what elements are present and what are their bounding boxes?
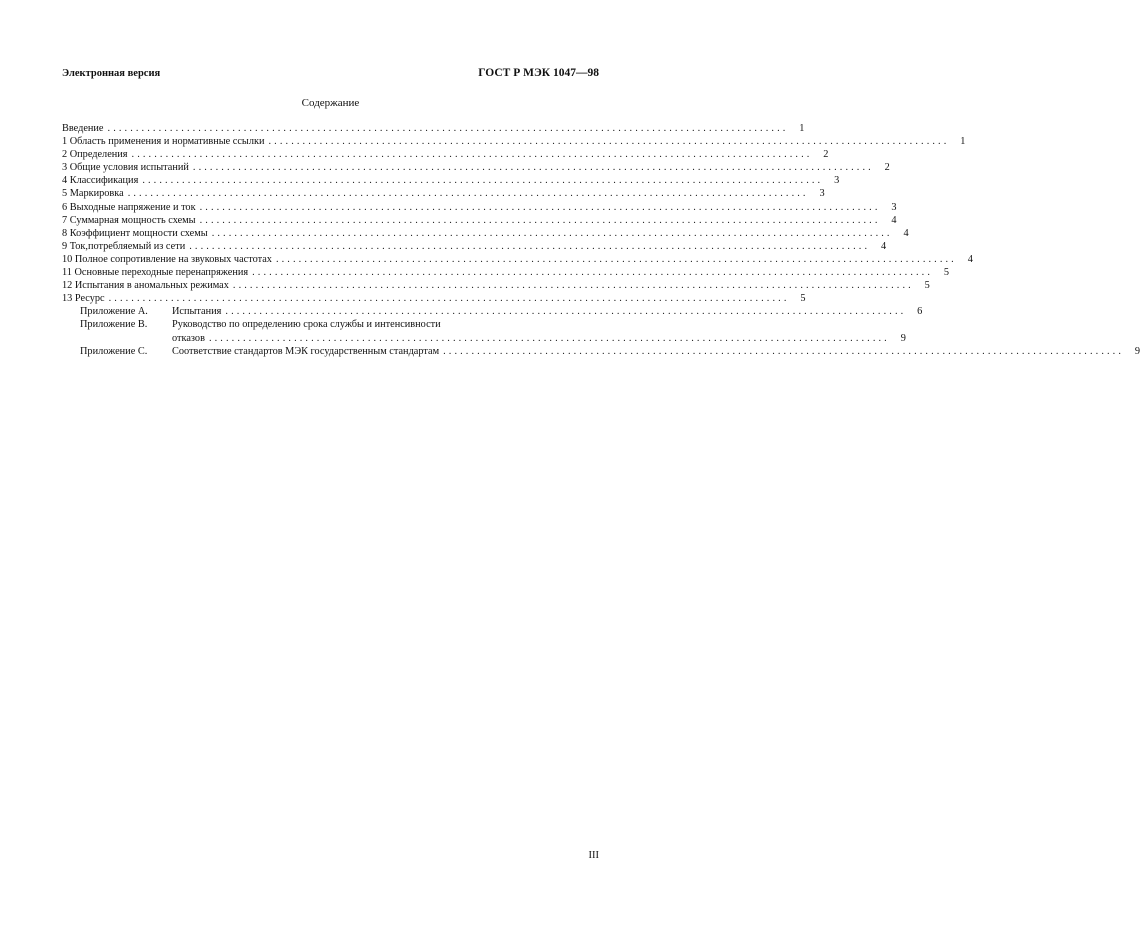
appendix-label: Руководство по определению срока службы и интенсивности xyxy=(172,319,441,331)
toc-entry-11[interactable] xyxy=(62,266,950,279)
toc-entry-page: 5 xyxy=(924,280,930,292)
toc-appendix-b[interactable] xyxy=(62,318,599,331)
leader-dots: ........................................................................................................................ xyxy=(108,293,790,305)
leader-dots: ........................................................................................................................ xyxy=(127,188,809,200)
leader-dots: ........................................................................................................................ xyxy=(232,280,914,292)
toc-entry-8[interactable] xyxy=(62,227,909,240)
toc-entry-9[interactable] xyxy=(62,240,887,253)
leader-dots: ........................................................................................................................ xyxy=(107,123,789,134)
toc-entry-page: 4 xyxy=(880,240,887,252)
leader-dots: ........................................................................................................................ xyxy=(192,162,874,174)
header-electronic-version: Электронная версия xyxy=(62,68,161,79)
toc-entry-label: 8 Коэффициент мощности схемы xyxy=(62,227,208,239)
toc-entry-5[interactable] xyxy=(62,187,825,200)
toc-entry-page: 4 xyxy=(967,253,973,265)
toc-entry-label: 12 Испытания в аномальных режимах xyxy=(62,280,229,292)
appendix-id: Приложение В. xyxy=(80,319,148,331)
toc-entry-6[interactable] xyxy=(62,201,897,214)
toc-entry-page: 2 xyxy=(884,162,890,174)
appendix-label-continuation: отказов xyxy=(172,332,205,344)
toc-entry-label: 6 Выходные напряжение и ток xyxy=(62,201,196,213)
toc-entry-page: 2 xyxy=(823,149,829,161)
toc-entry-page: 4 xyxy=(903,227,909,239)
toc-appendix-a[interactable] xyxy=(62,305,923,318)
toc-entry-label: 11 Основные переходные перенапряжения xyxy=(62,267,249,279)
toc-entry-label: 9 Ток,потребляемый из сети xyxy=(62,240,186,252)
toc-entry-page: 5 xyxy=(800,293,806,305)
toc-entry-label: 3 Общие условия испытаний xyxy=(62,162,189,174)
toc-entry-label: 1 Область применения и нормативные ссылки xyxy=(62,136,265,148)
leader-dots: ........................................................................................................................ xyxy=(211,227,893,239)
leader-dots: ........................................................................................................................ xyxy=(189,240,871,252)
toc-entry-label: 10 Полное сопротивление на звуковых частотах xyxy=(62,253,272,265)
appendix-page: 6 xyxy=(917,306,923,318)
page-number: III xyxy=(588,850,599,861)
toc-entry-introduction[interactable] xyxy=(62,122,805,135)
toc-entry-page: 1 xyxy=(799,123,805,134)
appendix-label: Испытания xyxy=(172,306,222,318)
toc-entry-label: 13 Ресурс xyxy=(62,293,105,305)
leader-dots: ........................................................................................................................ xyxy=(443,345,1125,357)
leader-dots: ........................................................................................................................ xyxy=(131,149,813,161)
toc-entry-10[interactable] xyxy=(62,253,973,266)
appendix-page: 9 xyxy=(900,332,906,344)
table-of-contents xyxy=(62,122,1140,358)
toc-entry-12[interactable] xyxy=(62,279,930,292)
leader-dots: ........................................................................................................................ xyxy=(225,306,907,318)
toc-entry-page: 5 xyxy=(943,267,950,279)
appendix-id: Приложение С. xyxy=(80,345,148,357)
toc-entry-1[interactable] xyxy=(62,135,966,148)
toc-entry-page: 3 xyxy=(834,175,840,187)
toc-entry-label: 5 Маркировка xyxy=(62,188,124,200)
toc-entry-label: Введение xyxy=(62,123,104,134)
toc-appendix-c[interactable] xyxy=(62,345,1140,358)
leader-dots: ........................................................................................................................ xyxy=(142,175,824,187)
toc-entry-7[interactable] xyxy=(62,214,897,227)
toc-entry-label: 2 Определения xyxy=(62,149,128,161)
appendix-page: 9 xyxy=(1134,345,1140,357)
leader-dots: ........................................................................................................................ xyxy=(252,267,934,279)
toc-entry-13[interactable] xyxy=(62,292,806,305)
leader-dots: ........................................................................................................................ xyxy=(268,136,950,148)
toc-entry-label: 4 Классификация xyxy=(62,175,139,187)
toc-entry-3[interactable] xyxy=(62,161,890,174)
toc-appendix-b-continuation[interactable] xyxy=(62,332,906,345)
header-standard-number: ГОСТ Р МЭК 1047—98 xyxy=(478,67,599,79)
toc-entry-page: 3 xyxy=(819,188,825,200)
toc-entry-page: 1 xyxy=(960,136,966,148)
leader-dots: ........................................................................................................................ xyxy=(199,214,881,226)
leader-dots: ........................................................................................................................ xyxy=(208,332,890,344)
toc-entry-page: 3 xyxy=(891,201,897,213)
appendix-label: Соответствие стандартов МЭК государственным стандартам xyxy=(172,345,440,357)
toc-entry-label: 7 Суммарная мощность схемы xyxy=(62,214,196,226)
toc-title: Содержание xyxy=(301,97,360,109)
toc-entry-2[interactable] xyxy=(62,148,829,161)
toc-entry-page: 4 xyxy=(891,214,897,226)
toc-entry-4[interactable] xyxy=(62,174,840,187)
leader-dots: ........................................................................................................................ xyxy=(199,201,881,213)
leader-dots: ........................................................................................................................ xyxy=(275,253,957,265)
appendix-id: Приложение А. xyxy=(80,306,148,318)
